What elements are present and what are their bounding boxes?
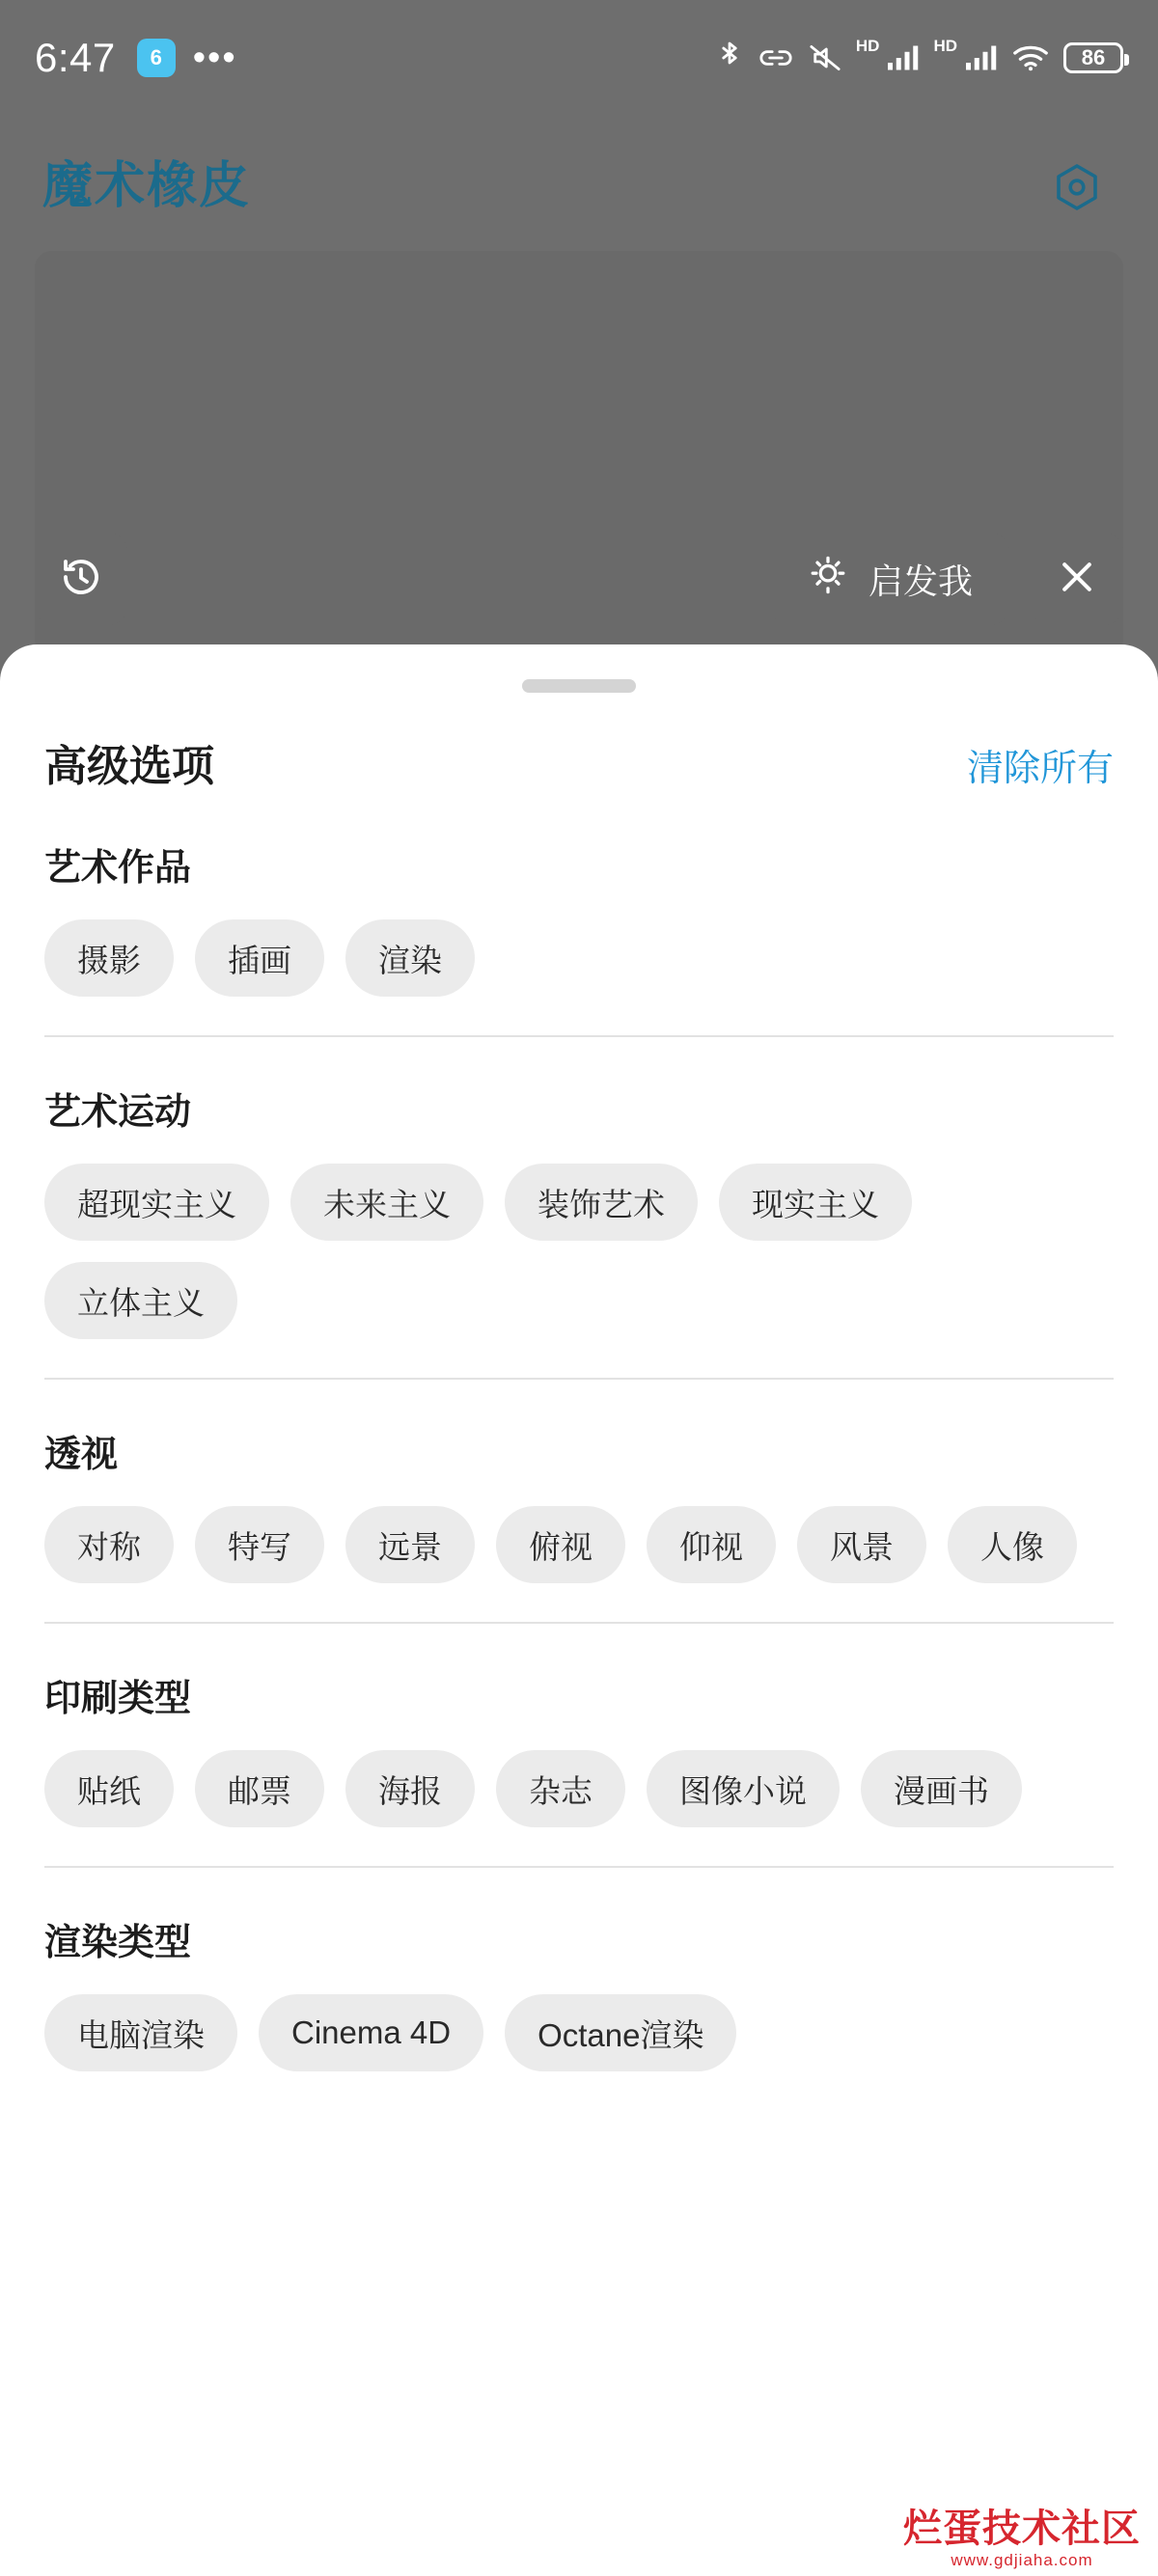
chip-option[interactable]: 人像 [948,1506,1077,1583]
section-art-movement [0,1082,1158,1339]
chip-option[interactable]: 邮票 [195,1750,324,1827]
gear-icon[interactable] [1052,162,1102,217]
section-title: 透视 [44,1435,119,1475]
link-icon [758,43,794,72]
chip-group [44,1750,1114,1827]
chip-option[interactable]: 杂志 [496,1750,625,1827]
hd-signal-icon [885,43,920,72]
sheet-title: 高级选项 [44,743,214,790]
chip-option[interactable]: Cinema 4D [259,1994,483,2071]
chip-option[interactable]: 特写 [195,1506,324,1583]
status-icons [715,37,1123,75]
sheet-drag-handle[interactable] [522,679,636,693]
chip-option[interactable]: 现实主义 [719,1164,912,1241]
chip-option[interactable]: 未来主义 [290,1164,483,1241]
history-icon [58,554,104,605]
chip-option[interactable]: 贴纸 [44,1750,174,1827]
section-artwork [0,837,1158,997]
battery-indicator: 86 [1063,42,1123,73]
section-print-type [0,1668,1158,1827]
section-divider [44,1622,1114,1624]
chip-option[interactable]: 俯视 [496,1506,625,1583]
chip-option[interactable]: 渲染 [345,919,475,997]
watermark [903,2509,1141,2568]
bluetooth-icon [715,41,744,75]
clear-all-button[interactable]: 清除所有 [966,749,1114,789]
section-render-type [0,1912,1158,2071]
chip-option[interactable]: 对称 [44,1506,174,1583]
chip-option[interactable]: 装饰艺术 [505,1164,698,1241]
chip-option[interactable]: 图像小说 [647,1750,840,1827]
chip-option[interactable]: 立体主义 [44,1262,237,1339]
chip-option[interactable]: 电脑渲染 [44,1994,237,2071]
section-perspective [0,1424,1158,1583]
mute-icon [808,42,842,73]
watermark-main: 烂蛋技术社区 [903,2507,1141,2550]
wifi-icon [1011,43,1050,72]
status-bar [0,0,1158,116]
section-divider [44,1378,1114,1380]
chip-option[interactable]: 远景 [345,1506,475,1583]
chip-option[interactable]: 风景 [797,1506,926,1583]
chip-group [44,1506,1114,1583]
chip-option[interactable]: 海报 [345,1750,475,1827]
close-button[interactable] [1031,533,1123,625]
section-title: 艺术运动 [44,1092,192,1133]
notification-badge-icon: 6 [137,39,176,77]
hd-label-1: HD [855,37,880,55]
section-divider [44,1035,1114,1037]
section-title: 艺术作品 [44,848,192,889]
page-title: 魔术橡皮 [42,158,252,214]
history-button[interactable] [35,533,127,625]
chip-option[interactable]: 摄影 [44,919,174,997]
chip-option[interactable]: 插画 [195,919,324,997]
hd-label-2: HD [933,37,957,55]
canvas-toolbar [35,521,1123,637]
hd-signal-icon-2 [963,43,998,72]
watermark-sub: www.gdjiaha.com [951,2551,1093,2569]
advanced-options-sheet [0,644,1158,2576]
inspire-button[interactable] [770,533,1009,625]
sheet-header [0,693,1158,793]
inspire-label: 启发我 [868,561,973,601]
chip-option[interactable]: 漫画书 [861,1750,1022,1827]
section-title: 渲染类型 [44,1923,192,1963]
close-icon [1056,556,1098,603]
chip-option[interactable]: Octane渲染 [505,1994,736,2071]
chip-group [44,1994,1114,2071]
chip-group [44,1164,1114,1339]
lightbulb-icon [807,554,849,605]
chip-group [44,919,1114,997]
section-title: 印刷类型 [44,1679,192,1719]
chip-option[interactable]: 仰视 [647,1506,776,1583]
chip-option[interactable]: 超现实主义 [44,1164,269,1241]
overflow-dots-icon: ••• [192,37,237,78]
status-time: 6:47 [35,35,116,80]
section-divider [44,1866,1114,1868]
